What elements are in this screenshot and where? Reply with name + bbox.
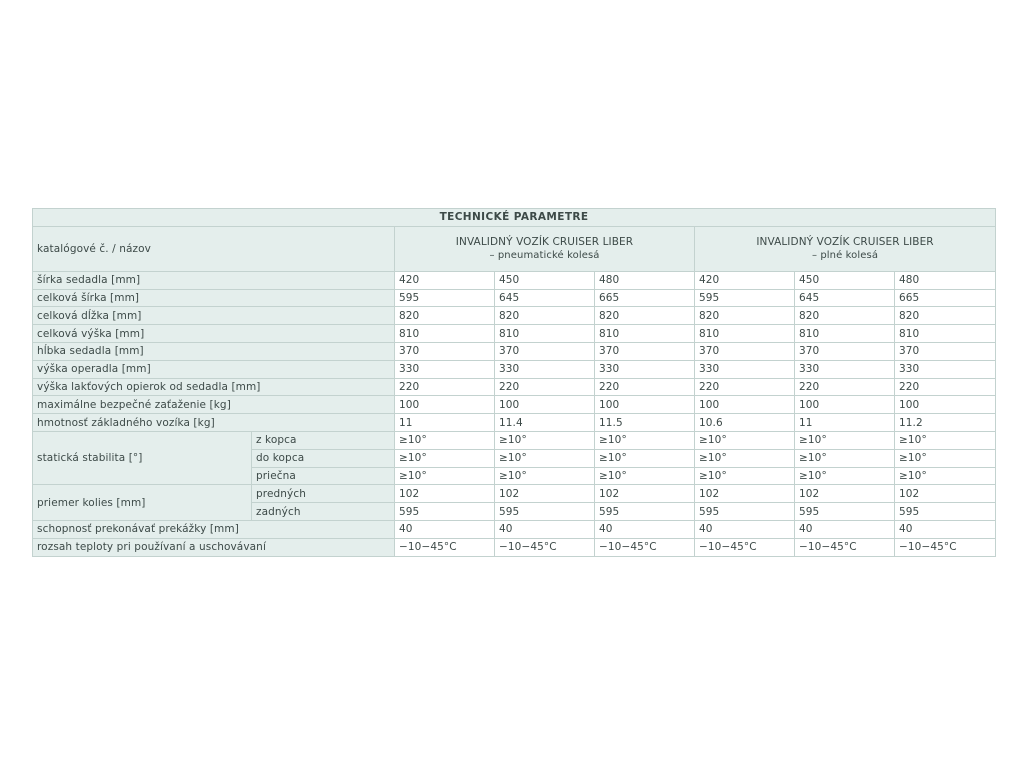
value-cell: 100 [895, 396, 996, 414]
value-cell: 595 [395, 503, 495, 521]
value-cell: 595 [395, 289, 495, 307]
value-cell: 810 [595, 325, 695, 343]
table-row [33, 485, 996, 503]
value-cell: 100 [695, 396, 795, 414]
value-cell: 665 [895, 289, 996, 307]
parameter-label: hmotnosť základného vozíka [kg] [33, 414, 395, 432]
value-cell: 420 [695, 271, 795, 289]
value-cell: 40 [795, 520, 895, 538]
value-cell: 220 [795, 378, 895, 396]
value-cell: 370 [595, 342, 695, 360]
value-cell: 595 [795, 503, 895, 521]
table-row [33, 431, 996, 449]
value-cell: 595 [495, 503, 595, 521]
value-cell: ≥10° [695, 467, 795, 485]
value-cell: 330 [595, 360, 695, 378]
title-row [33, 209, 996, 227]
group-header-pneumatic [395, 226, 695, 271]
value-cell: 11 [395, 414, 495, 432]
value-cell: 820 [895, 307, 996, 325]
value-cell: ≥10° [595, 449, 695, 467]
parameter-label: výška lakťových opierok od sedadla [mm] [33, 378, 395, 396]
value-cell: 11.4 [495, 414, 595, 432]
parameter-label: statická stabilita [°] [33, 431, 252, 484]
value-cell: 40 [695, 520, 795, 538]
group-header-solid [695, 226, 996, 271]
value-cell: 330 [895, 360, 996, 378]
value-cell: −10−45°C [695, 538, 795, 556]
table-row [33, 271, 996, 289]
value-cell: 220 [695, 378, 795, 396]
value-cell: −10−45°C [495, 538, 595, 556]
value-cell: 420 [395, 271, 495, 289]
value-cell: ≥10° [895, 431, 996, 449]
value-cell: 810 [495, 325, 595, 343]
value-cell: 102 [495, 485, 595, 503]
value-cell: 40 [395, 520, 495, 538]
group-subtitle: – plné kolesá [811, 249, 879, 261]
parameter-label: celková šírka [mm] [33, 289, 395, 307]
parameter-sublabel: priečna [252, 467, 395, 485]
value-cell: 102 [695, 485, 795, 503]
table-row [33, 538, 996, 556]
table-row [33, 396, 996, 414]
table-row [33, 325, 996, 343]
value-cell: ≥10° [795, 467, 895, 485]
value-cell: 820 [795, 307, 895, 325]
value-cell: 100 [495, 396, 595, 414]
value-cell: 595 [595, 503, 695, 521]
value-cell: 100 [795, 396, 895, 414]
parameter-label: celková výška [mm] [33, 325, 395, 343]
table-row [33, 360, 996, 378]
value-cell: 220 [595, 378, 695, 396]
value-cell: 810 [895, 325, 996, 343]
value-cell: ≥10° [695, 449, 795, 467]
value-cell: 595 [695, 503, 795, 521]
value-cell: ≥10° [495, 431, 595, 449]
header-row [33, 226, 996, 271]
value-cell: 330 [395, 360, 495, 378]
value-cell: ≥10° [595, 467, 695, 485]
parameter-sublabel: predných [252, 485, 395, 503]
value-cell: 330 [695, 360, 795, 378]
group-name: INVALIDNÝ VOZÍK CRUISER LIBER [756, 235, 934, 248]
value-cell: −10−45°C [895, 538, 996, 556]
catalog-name-label: katalógové č. / názov [33, 226, 395, 271]
value-cell: ≥10° [695, 431, 795, 449]
value-cell: 40 [595, 520, 695, 538]
parameter-label: rozsah teploty pri používaní a uschovávaní [33, 538, 395, 556]
value-cell: 820 [495, 307, 595, 325]
value-cell: −10−45°C [795, 538, 895, 556]
value-cell: 370 [795, 342, 895, 360]
value-cell: 11.5 [595, 414, 695, 432]
value-cell: 102 [395, 485, 495, 503]
value-cell: ≥10° [795, 449, 895, 467]
value-cell: 370 [695, 342, 795, 360]
value-cell: 595 [695, 289, 795, 307]
value-cell: 370 [395, 342, 495, 360]
value-cell: 40 [495, 520, 595, 538]
value-cell: ≥10° [395, 431, 495, 449]
value-cell: 450 [795, 271, 895, 289]
parameter-label: celková dĺžka [mm] [33, 307, 395, 325]
value-cell: ≥10° [395, 449, 495, 467]
value-cell: 330 [495, 360, 595, 378]
value-cell: 10.6 [695, 414, 795, 432]
parameter-label: šírka sedadla [mm] [33, 271, 395, 289]
value-cell: 11 [795, 414, 895, 432]
value-cell: 220 [395, 378, 495, 396]
table-row [33, 289, 996, 307]
value-cell: 810 [695, 325, 795, 343]
parameter-sublabel: z kopca [252, 431, 395, 449]
value-cell: 11.2 [895, 414, 996, 432]
table-row [33, 378, 996, 396]
value-cell: 370 [895, 342, 996, 360]
value-cell: ≥10° [495, 449, 595, 467]
value-cell: 102 [595, 485, 695, 503]
value-cell: 220 [495, 378, 595, 396]
parameter-sublabel: do kopca [252, 449, 395, 467]
parameter-label: maximálne bezpečné zaťaženie [kg] [33, 396, 395, 414]
value-cell: 480 [895, 271, 996, 289]
table-row [33, 414, 996, 432]
value-cell: 102 [895, 485, 996, 503]
parameter-label: výška operadla [mm] [33, 360, 395, 378]
value-cell: 645 [795, 289, 895, 307]
table-row [33, 342, 996, 360]
parameter-label: priemer kolies [mm] [33, 485, 252, 521]
value-cell: −10−45°C [395, 538, 495, 556]
value-cell: 645 [495, 289, 595, 307]
value-cell: ≥10° [395, 467, 495, 485]
spec-table-container [32, 208, 995, 557]
group-subtitle: – pneumatické kolesá [489, 249, 600, 261]
value-cell: ≥10° [895, 467, 996, 485]
value-cell: 820 [595, 307, 695, 325]
table-title: TECHNICKÉ PARAMETRE [33, 209, 996, 227]
group-name: INVALIDNÝ VOZÍK CRUISER LIBER [455, 235, 634, 248]
value-cell: 102 [795, 485, 895, 503]
value-cell: 450 [495, 271, 595, 289]
value-cell: ≥10° [795, 431, 895, 449]
value-cell: 370 [495, 342, 595, 360]
table-row [33, 520, 996, 538]
value-cell: ≥10° [595, 431, 695, 449]
value-cell: 40 [895, 520, 996, 538]
parameter-label: hĺbka sedadla [mm] [33, 342, 395, 360]
value-cell: 820 [395, 307, 495, 325]
parameter-label: schopnosť prekonávať prekážky [mm] [33, 520, 395, 538]
value-cell: ≥10° [895, 449, 996, 467]
technical-parameters-table [32, 208, 996, 557]
table-row [33, 307, 996, 325]
value-cell: 820 [695, 307, 795, 325]
parameter-sublabel: zadných [252, 503, 395, 521]
value-cell: 100 [395, 396, 495, 414]
value-cell: 480 [595, 271, 695, 289]
value-cell: 665 [595, 289, 695, 307]
value-cell: 330 [795, 360, 895, 378]
value-cell: 220 [895, 378, 996, 396]
value-cell: 810 [395, 325, 495, 343]
value-cell: 810 [795, 325, 895, 343]
value-cell: 100 [595, 396, 695, 414]
value-cell: ≥10° [495, 467, 595, 485]
value-cell: 595 [895, 503, 996, 521]
value-cell: −10−45°C [595, 538, 695, 556]
